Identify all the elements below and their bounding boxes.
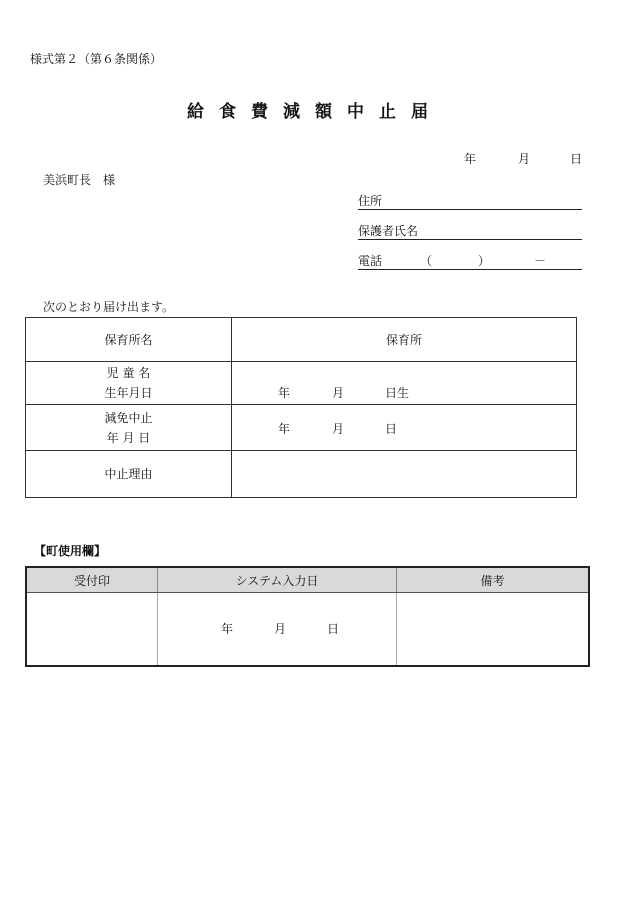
table-row xyxy=(26,567,589,593)
phone-close-paren: ） xyxy=(478,254,491,268)
table-row xyxy=(26,593,589,667)
nursery-label: 保育所名 xyxy=(26,318,232,362)
child-name-label: 児 童 名 xyxy=(106,366,151,380)
stop-date-label xyxy=(26,405,232,451)
stop-label-line2: 年 月 日 xyxy=(106,430,151,445)
date-month: 月 xyxy=(518,152,531,166)
system-date-header: システム入力日 xyxy=(158,567,397,593)
system-day: 日 xyxy=(327,622,340,636)
remarks-cell[interactable] xyxy=(397,593,590,667)
stop-date-value[interactable] xyxy=(232,405,577,451)
form-title: 給食費減額中止届 xyxy=(187,102,443,122)
receipt-stamp-header: 受付印 xyxy=(26,567,158,593)
reason-label: 中止理由 xyxy=(26,451,232,498)
stop-day: 日 xyxy=(385,422,398,436)
phone-dash: － xyxy=(534,254,547,268)
office-use-title: 【町使用欄】 xyxy=(34,544,107,558)
birthdate-value[interactable] xyxy=(232,362,577,405)
form-number: 様式第２（第６条関係） xyxy=(30,52,163,66)
table-row xyxy=(26,451,577,498)
reason-value[interactable] xyxy=(232,451,577,498)
application-table xyxy=(25,317,577,498)
date-year: 年 xyxy=(464,152,477,166)
phone-open-paren: （ xyxy=(420,254,433,268)
birth-day: 日生 xyxy=(385,386,410,400)
table-row xyxy=(26,318,577,362)
notice-text: 次のとおり届け出ます。 xyxy=(43,300,175,314)
child-label xyxy=(26,362,232,405)
birth-year: 年 xyxy=(278,386,291,400)
table-row xyxy=(26,405,577,451)
stop-label-line1: 減免中止 xyxy=(104,410,153,425)
nursery-value[interactable]: 保育所 xyxy=(232,318,577,362)
stop-year: 年 xyxy=(278,422,291,436)
phone-field[interactable] xyxy=(358,253,582,270)
phone-label: 電話 xyxy=(358,254,383,268)
birthdate-label: 生年月日 xyxy=(104,386,153,400)
address-field[interactable] xyxy=(358,193,582,210)
guardian-name-label: 保護者氏名 xyxy=(358,224,419,238)
stop-month: 月 xyxy=(332,422,345,436)
guardian-name-field[interactable] xyxy=(358,223,582,240)
office-use-table xyxy=(25,566,590,667)
system-date-cell[interactable] xyxy=(158,593,397,667)
address-label: 住所 xyxy=(358,194,383,208)
date-day: 日 xyxy=(570,152,583,166)
system-year: 年 xyxy=(221,622,234,636)
table-row xyxy=(26,362,577,405)
remarks-header: 備考 xyxy=(397,567,590,593)
birth-month: 月 xyxy=(332,386,345,400)
addressee: 美浜町長 様 xyxy=(43,173,116,187)
system-month: 月 xyxy=(274,622,287,636)
receipt-stamp-cell[interactable] xyxy=(26,593,158,667)
